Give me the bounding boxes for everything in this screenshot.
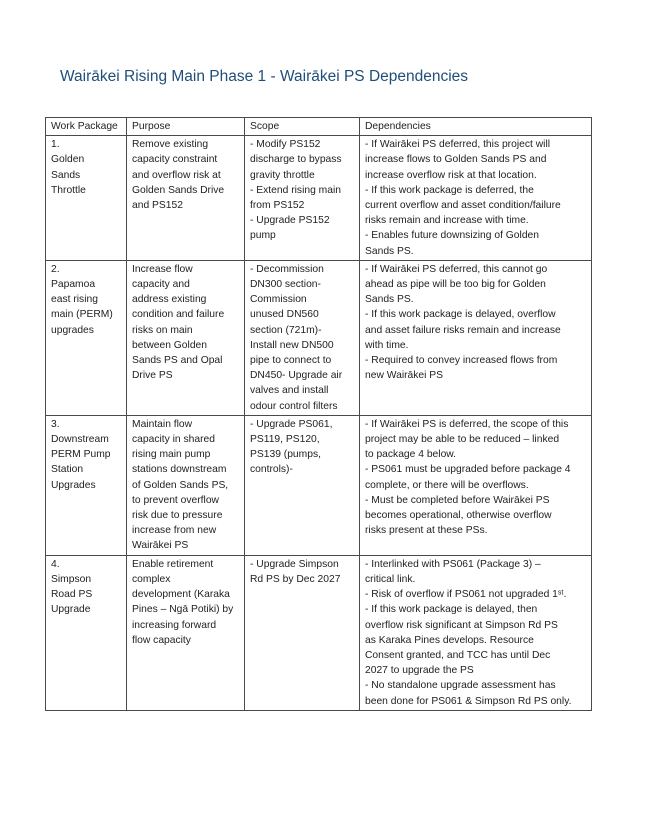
work-package-line: PERM Pump [51,449,111,461]
table-row [46,260,592,415]
purpose-line: Golden Sands Drive [132,184,225,196]
dependencies-line: with time. [365,339,409,351]
scope-line: Commission [250,294,307,306]
scope-line: pipe to connect to [250,355,332,367]
dependencies-line: to package 4 below. [365,449,457,461]
purpose-line: address existing [132,294,207,306]
dependencies-line: - If this work package is deferred, the [365,184,534,196]
work-package-line: 3. [51,418,60,430]
purpose-line: to prevent overflow [132,494,219,506]
scope-line: DN450- Upgrade air [250,370,343,382]
dependencies-line: - If this work package is delayed, then [365,604,538,616]
work-package-line: Sands [51,169,81,181]
dependencies-line: critical link. [365,573,416,585]
purpose-cell [127,555,245,710]
purpose-line: stations downstream [132,464,227,476]
purpose-line: development (Karaka [132,589,230,601]
dependencies-line: been done for PS061 & Simpson Rd PS only. [365,695,572,707]
scope-line: from PS152 [250,200,305,212]
dependencies-line: - Risk of overflow if PS061 not upgraded 1ˢᵗ. [365,589,567,601]
dependencies-line: - Must be completed before Wairākei PS [365,494,550,506]
work-package-line: Papamoa [51,279,96,291]
scope-cell [245,555,360,710]
work-package-line: 1. [51,139,60,151]
work-package-cell [46,136,127,261]
purpose-cell [127,415,245,555]
purpose-line: risk due to pressure [132,510,223,522]
dependencies-line: becomes operational, otherwise overflow [365,510,552,522]
dependencies-line: - Interlinked with PS061 (Package 3) – [365,558,541,570]
dependencies-line: new Wairākei PS [365,370,444,382]
dependencies-line: current overflow and asset condition/failure [365,200,561,212]
purpose-line: increasing forward [132,619,217,631]
purpose-cell [127,136,245,261]
scope-line: PS139 (pumps, [250,449,321,461]
work-package-cell [46,415,127,555]
purpose-line: and overflow risk at [132,169,221,181]
work-package-line: Station [51,464,84,476]
work-package-line: Golden [51,154,85,166]
table-row [46,555,592,710]
scope-line: discharge to bypass [250,154,342,166]
purpose-line: Maintain flow [132,418,193,430]
purpose-line: of Golden Sands PS, [132,479,229,491]
work-package-cell [46,260,127,415]
dependencies-line: project may be able to be reduced – linked [365,434,560,446]
dependencies-line: ahead as pipe will be too big for Golden [365,279,546,291]
work-package-line: 2. [51,263,60,275]
scope-line: Install new DN500 [250,339,334,351]
dependencies-line: - Enables future downsizing of Golden [365,230,540,242]
dependencies-line: - If Wairākei PS is deferred, the scope of this [365,418,569,430]
header-dependencies-line: Dependencies [365,121,431,132]
purpose-line: Wairākei PS [132,540,189,552]
scope-line: PS119, PS120, [250,434,320,446]
header-row [46,118,592,136]
purpose-line: capacity and [132,279,190,291]
dependencies-line: Sands PS. [365,294,414,306]
scope-cell [245,415,360,555]
dependencies-line: - If this work package is delayed, overflow [365,309,556,321]
header-purpose [127,118,245,136]
purpose-line: risks on main [132,324,193,336]
dependencies-line: - If Wairākei PS deferred, this cannot go [365,263,548,275]
work-package-line: upgrades [51,324,94,336]
work-package-line: Downstream [51,434,109,446]
dependencies-cell [360,260,592,415]
header-work-package [46,118,127,136]
header-scope-line: Scope [250,121,280,132]
scope-cell [245,260,360,415]
scope-line: controls)- [250,464,293,476]
dependencies-line: Consent granted, and TCC has until Dec [365,649,551,661]
scope-line: - Extend rising main [250,184,341,196]
dependencies-line: and asset failure risks remain and increase [365,324,561,336]
dependencies-line: risks present at these PSs. [365,525,488,537]
purpose-line: rising main pump [132,449,211,461]
work-package-line: Road PS [51,589,93,601]
scope-cell [245,136,360,261]
page-title: Wairākei Rising Main Phase 1 - Wairākei PS Dependencies [60,68,469,85]
scope-line: Rd PS by Dec 2027 [250,573,341,585]
dependencies-line: as Karaka Pines develops. Resource [365,634,534,646]
work-package-line: east rising [51,294,98,306]
header-work-package-line: Work Package [51,121,118,132]
dependencies-line: increase flows to Golden Sands PS and [365,154,547,166]
scope-line: - Upgrade Simpson [250,558,339,570]
work-package-line: Upgrades [51,479,96,491]
dependencies-cell [360,136,592,261]
dependencies-line: complete, or there will be overflows. [365,479,529,491]
header-dependencies [360,118,592,136]
scope-line: unused DN560 [250,309,319,321]
scope-line: pump [250,230,276,242]
dependencies-table [45,117,592,711]
dependencies-line: - PS061 must be upgraded before package 4 [365,464,571,476]
scope-line: valves and install [250,385,329,397]
table-body [46,118,592,711]
purpose-line: capacity constraint [132,154,218,166]
header-purpose-line: Purpose [132,121,171,132]
dependencies-line: Sands PS. [365,245,414,257]
dependencies-line: increase overflow risk at that location. [365,169,537,181]
scope-line: DN300 section- [250,279,321,291]
purpose-line: condition and failure [132,309,225,321]
scope-line: section (721m)- [250,324,322,336]
purpose-line: capacity in shared [132,434,215,446]
scope-line: - Upgrade PS152 [250,215,330,227]
purpose-line: increase from new [132,525,217,537]
dependencies-line: - If Wairākei PS deferred, this project will [365,139,551,151]
work-package-line: Upgrade [51,604,91,616]
dependencies-line: overflow risk significant at Simpson Rd PS [365,619,558,631]
scope-line: gravity throttle [250,169,315,181]
work-package-line: 4. [51,558,60,570]
purpose-cell [127,260,245,415]
work-package-line: main (PERM) [51,309,113,321]
scope-line: - Decommission [250,263,324,275]
work-package-cell [46,555,127,710]
dependencies-line: - No standalone upgrade assessment has [365,680,556,692]
header-scope [245,118,360,136]
purpose-line: between Golden [132,339,207,351]
purpose-line: Remove existing [132,139,209,151]
scope-line: - Modify PS152 [250,139,321,151]
scope-line: - Upgrade PS061, [250,418,333,430]
dependencies-line: - Required to convey increased flows from [365,355,558,367]
work-package-line: Throttle [51,184,86,196]
table-row [46,415,592,555]
table-row [46,136,592,261]
purpose-line: Sands PS and Opal [132,355,223,367]
purpose-line: Increase flow [132,263,193,275]
dependencies-line: 2027 to upgrade the PS [365,665,474,677]
scope-line: odour control filters [250,400,338,412]
dependencies-cell [360,415,592,555]
work-package-line: Simpson [51,573,92,585]
purpose-line: Pines – Ngā Potiki) by [132,604,234,616]
purpose-line: and PS152 [132,200,183,212]
purpose-line: Enable retirement [132,558,214,570]
dependencies-line: risks remain and increase with time. [365,215,529,227]
purpose-line: complex [132,573,171,585]
purpose-line: Drive PS [132,370,173,382]
dependencies-cell [360,555,592,710]
purpose-line: flow capacity [132,634,191,646]
